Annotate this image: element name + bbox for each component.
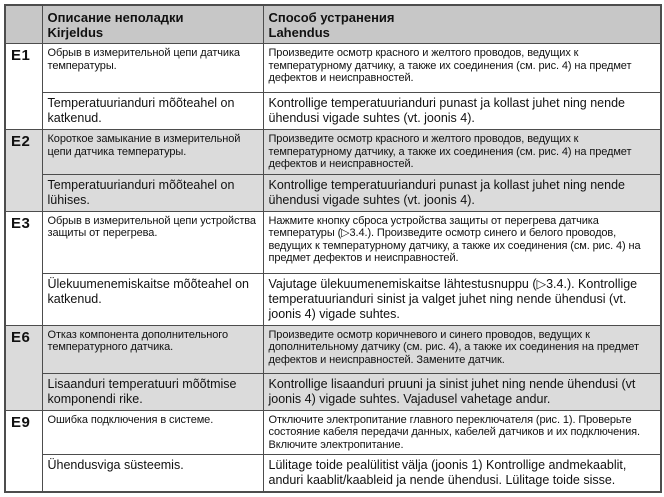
- error-description-cell-e1-ru: Обрыв в измерительной цепи датчика температуры.: [42, 44, 263, 93]
- error-remedy-cell-e3-et: Vajutage ülekuumenemiskaitse lähtestusnuppu (▷3.4.). Kontrollige temperatuurianduri sinist ja valget juhet ning nende ühendusi (vt. joonis 4) vigade suhtes.: [263, 273, 661, 325]
- error-code-cell-e3: E3: [5, 211, 42, 325]
- table-row-e1-ru: [5, 44, 661, 93]
- error-description-cell-e9-et: Ühendusviga süsteemis.: [42, 455, 263, 493]
- error-code-cell-e9: E9: [5, 410, 42, 492]
- error-remedy-cell-e9-et: Lülitage toide pealülitist välja (joonis 1) Kontrollige andmekaablit, anduri kaablit/kaableid ja nende ühendusi. Lülitage toide sisse.: [263, 455, 661, 493]
- table-row-e9-ru: [5, 410, 661, 455]
- error-code-cell-e6: E6: [5, 325, 42, 410]
- error-code-table: [4, 4, 662, 493]
- error-description-cell-e6-et: Lisaanduri temperatuuri mõõtmise komponendi rike.: [42, 373, 263, 410]
- error-remedy-cell-e2-ru: Произведите осмотр красного и желтого проводов, ведущих к температурному датчику, а также их соединения (см. рис. 4) на предмет дефектов и неисправностей.: [263, 130, 661, 175]
- column-header-remedy-ru: Способ устранения: [268, 10, 395, 25]
- column-header-description-ru: Описание неполадки: [47, 10, 184, 25]
- error-remedy-cell-e2-et: Kontrollige temperatuurianduri punast ja kollast juhet ning nende ühendusi vigade suhtes (vt. joonis 4).: [263, 174, 661, 211]
- error-description-cell-e3-ru: Обрыв в измерительной цепи устройства защиты от перегрева.: [42, 211, 263, 273]
- column-header-description: [42, 5, 263, 44]
- error-description-cell-e1-et: Temperatuurianduri mõõteahel on katkenud.: [42, 93, 263, 130]
- error-description-cell-e2-et: Temperatuurianduri mõõteahel on lühises.: [42, 174, 263, 211]
- table-row-e9-et: [5, 455, 661, 493]
- table-row-e6-et: [5, 373, 661, 410]
- table-row-e6-ru: [5, 325, 661, 373]
- table-row-e2-ru: [5, 130, 661, 175]
- column-header-remedy: [263, 5, 661, 44]
- error-remedy-cell-e1-ru: Произведите осмотр красного и желтого проводов, ведущих к температурному датчику, а также их соединения (см. рис. 4) на предмет дефектов и неисправностей.: [263, 44, 661, 93]
- error-remedy-cell-e3-ru: Нажмите кнопку сброса устройства защиты от перегрева датчика температуры (▷3.4.). Произведите осмотр синего и белого проводов, ведущих к температурному датчику, а также их соединения (см. рис. 4) на предмет дефектов и неисправностей.: [263, 211, 661, 273]
- error-description-cell-e6-ru: Отказ компонента дополнительного температурного датчика.: [42, 325, 263, 373]
- error-remedy-cell-e6-et: Kontrollige lisaanduri pruuni ja sinist juhet ning nende ühendusi (vt joonis 4) vigade suhtes. Vajadusel vahetage andur.: [263, 373, 661, 410]
- column-header-description-et: Kirjeldus: [47, 25, 104, 40]
- table-row-e3-et: [5, 273, 661, 325]
- error-remedy-cell-e9-ru: Отключите электропитание главного переключателя (рис. 1). Проверьте состояние кабеля передачи данных, кабелей датчиков и их подключения. Включите электропитание.: [263, 410, 661, 455]
- column-header-remedy-et: Lahendus: [268, 25, 330, 40]
- error-code-cell-e2: E2: [5, 130, 42, 212]
- table-header-row: [5, 5, 661, 44]
- error-remedy-cell-e1-et: Kontrollige temperatuurianduri punast ja kollast juhet ning nende ühendusi vigade suhtes (vt. joonis 4).: [263, 93, 661, 130]
- table-row-e2-et: [5, 174, 661, 211]
- table-row-e3-ru: [5, 211, 661, 273]
- error-description-cell-e2-ru: Короткое замыкание в измерительной цепи датчика температуры.: [42, 130, 263, 175]
- error-description-cell-e9-ru: Ошибка подключения в системе.: [42, 410, 263, 455]
- error-description-cell-e3-et: Ülekuumenemiskaitse mõõteahel on katkenud.: [42, 273, 263, 325]
- error-remedy-cell-e6-ru: Произведите осмотр коричневого и синего проводов, ведущих к дополнительному датчику (см. рис. 4), а также их соединения на предмет дефектов и неисправностей. Замените датчик.: [263, 325, 661, 373]
- column-header-code: [5, 5, 42, 44]
- table-row-e1-et: [5, 93, 661, 130]
- error-code-cell-e1: E1: [5, 44, 42, 130]
